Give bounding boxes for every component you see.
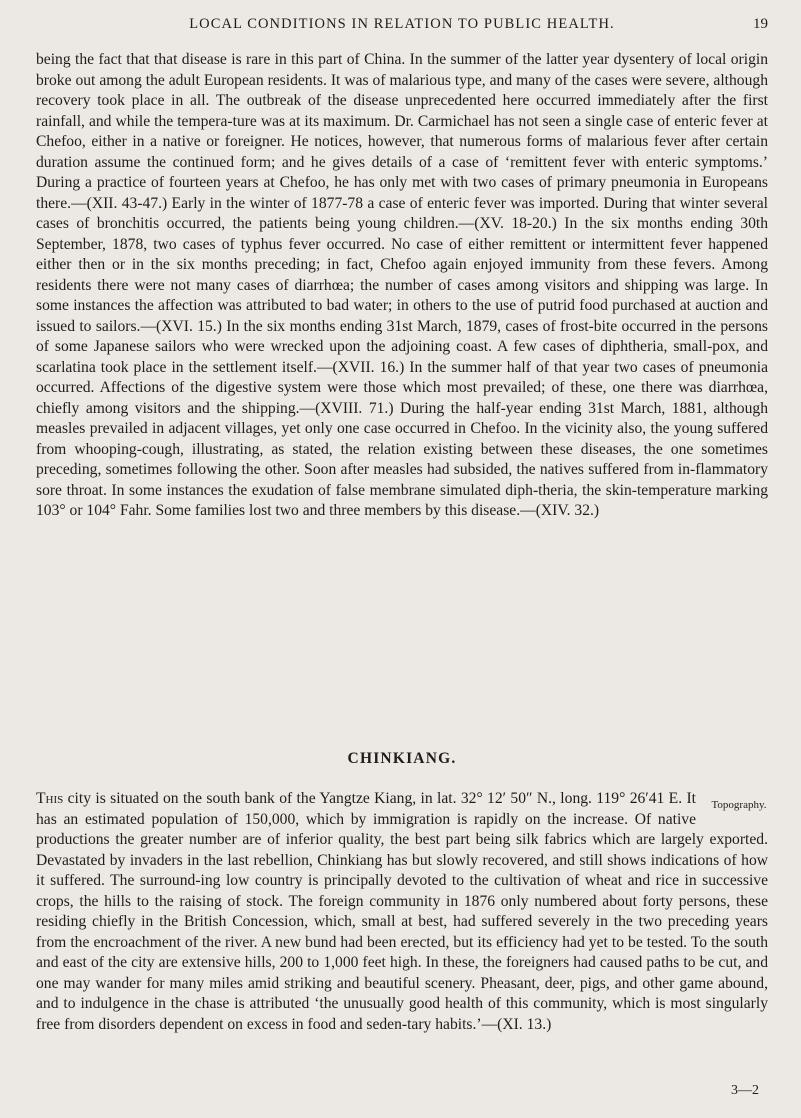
paragraph-lead-word: This [36, 790, 64, 807]
paragraph-2-text: city is situated on the south bank of the Yangtze Kiang, in lat. 32° 12′ 50″ N., long. 119° 26′41 E. It has an estimated population of 150,000, which by immigration is rapidly on the increase. Of native productions the greater number are of inferior quality, the best part being silk fabrics which are largely exported. Devastated by invaders in the last rebellion, Chinkiang has but slowly recovered, and still shows indications of how it suffered. The surround-ing low country is principally devoted to the cultivation of wheat and rice in successive crops, the hills to the raising of stock. The foreign community in 1876 only numbered about forty persons, these residing chiefly in the British Concession, which, small at best, had suffered severely in the two preceding years from the encroachment of the river. A new bund had been erected, but its efficiency had yet to be tested. To the south and east of the city are extensive hills, 200 to 1,000 feet high. In these, the foreigners had caused paths to be cut, and one may wander for many miles amid striking and beautiful scenery. Pheasant, deer, pigs, and other game abound, and to indulgence in the chase is attributed ‘the unusually good health of this community, which is most singularly free from disorders dependent on excess in food and seden-tary habits.’—(XI. 13.) [36, 790, 768, 1033]
marginal-note: Topography. [711, 799, 767, 811]
body-paragraph-1: being the fact that that disease is rare in this part of China. In the summer of the latter year dysentery of local origin broke out among the adult European residents. It was of malarious type, and many of the cases were severe, although recovery took place in all. The outbreak of the disease unprecedented here occurred immediately after the first rainfall, and while the tempera-ture was at its maximum. Dr. Carmichael has not seen a single case of enteric fever at Chefoo, either in a native or foreigner. He notices, however, that numerous forms of malarious fever after certain duration assume the continued form; and he gives details of a case of ‘remittent fever with enteric symptoms.’ During a practice of fourteen years at Chefoo, he has only met with two cases of primary pneumonia in Europeans there.—(XII. 43-47.) Early in the winter of 1877-78 a case of enteric fever was imported. During that winter several cases of bronchitis occurred, the patients being young children.—(XV. 18-20.) In the six months ending 30th September, 1878, two cases of typhus fever occurred. No case of either remittent or intermittent fever happened either then or in the six months preceding; in fact, Chefoo again enjoyed immunity from these fevers. Among residents there were not many cases of diarrhœa; the number of cases among visitors and shipping was large. In some instances the affection was attributed to bad water; in others to the use of putrid food purchased at auction and issued to sailors.—(XVI. 15.) In the six months ending 31st March, 1879, cases of frost-bite occurred in the persons of some Japanese sailors who were wrecked upon the adjoining coast. A few cases of diphtheria, small-pox, and scarlatina took place in the settlement itself.—(XVII. 16.) In the summer half of that year two cases of pneumonia occurred. Affections of the digestive system were those which most prevailed; of these, one there was diarrhœa, chiefly among visitors and the shipping.—(XVIII. 71.) During the half-year ending 31st March, 1881, although measles prevailed in adjacent villages, yet only one case occurred in Chefoo. In the vicinity also, the young suffered from whooping-cough, illustrating, as stated, the relation existing between these diseases, the one sometimes preceding, sometimes following the other. Soon after measles had subsided, the natives suffered from in-flammatory sore throat. In some instances the exudation of false membrane simulated diph-theria, the skin-temperature marking 103° or 104° Fahr. Some families lost two and three members by this disease.—(XIV. 32.) [36, 51, 768, 519]
page-number: 19 [753, 16, 768, 32]
running-header [36, 16, 768, 38]
running-title: LOCAL CONDITIONS IN RELATION TO PUBLIC HEALTH. [189, 16, 615, 32]
section-heading: CHINKIANG. [347, 750, 457, 767]
signature-mark: 3—2 [731, 1083, 759, 1098]
body-paragraph-2 [36, 789, 768, 1035]
